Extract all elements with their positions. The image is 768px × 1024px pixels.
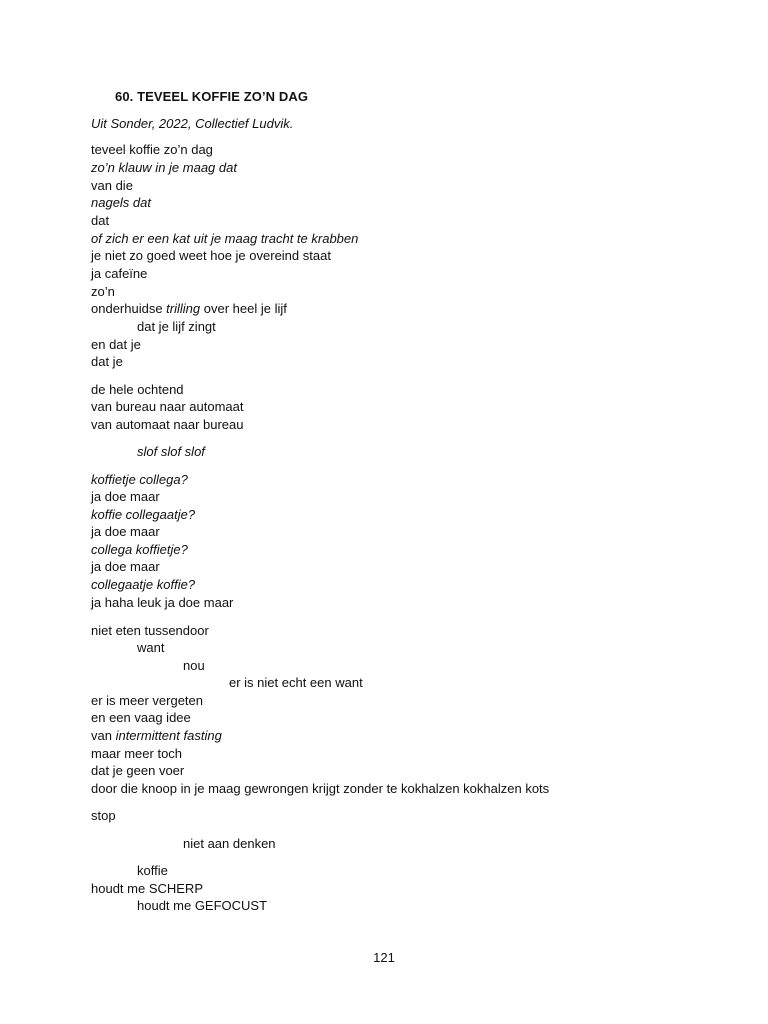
poem-line: teveel koffie zo’n dag	[91, 142, 213, 157]
poem-line: zo’n	[91, 284, 115, 299]
poem-line: dat je lijf zingt	[137, 319, 216, 334]
poem-source: Uit Sonder, 2022, Collectief Ludvik.	[91, 116, 294, 131]
poem-line-part: van	[91, 728, 116, 743]
poem-line: ja cafeïne	[91, 266, 148, 281]
poem-line: stop	[91, 808, 116, 823]
poem-line: houdt me SCHERP	[91, 881, 203, 896]
poem-line: ja doe maar	[91, 559, 160, 574]
poem-line: of zich er een kat uit je maag tracht te krabben	[91, 231, 359, 246]
poem-line: nagels dat	[91, 195, 151, 210]
poem-line: ja doe maar	[91, 524, 160, 539]
poem-line: er is niet echt een want	[229, 675, 363, 690]
poem-line: dat je geen voer	[91, 763, 185, 778]
poem-line: koffie	[137, 863, 168, 878]
poem-line: dat je	[91, 354, 123, 369]
poem-line: nou	[183, 658, 205, 673]
poem-line-part: over heel je lijf	[200, 301, 287, 316]
poem-title: 60. TEVEEL KOFFIE ZO’N DAG	[115, 89, 309, 104]
poem-line: dat	[91, 213, 110, 228]
poem-line: collegaatje koffie?	[91, 577, 196, 592]
poem-line: koffie collegaatje?	[91, 507, 196, 522]
poem-line-part-italic: trilling	[166, 301, 201, 316]
poem-line: slof slof slof	[137, 444, 205, 459]
poem-line: houdt me GEFOCUST	[137, 898, 268, 913]
poem-line: de hele ochtend	[91, 382, 184, 397]
poem-line-part-italic: intermittent fasting	[115, 728, 222, 743]
poem-line: collega koffietje?	[91, 542, 188, 557]
poem-line	[91, 728, 222, 744]
poem-line: maar meer toch	[91, 746, 183, 761]
poem-line: koffietje collega?	[91, 472, 188, 487]
poem-line: niet aan denken	[183, 836, 276, 851]
poem-line: er is meer vergeten	[91, 693, 203, 708]
poem-line: door die knoop in je maag gewrongen krijgt zonder te kokhalzen kokhalzen kots	[91, 781, 550, 796]
poem-line: niet eten tussendoor	[91, 623, 209, 638]
page-number: 121	[373, 950, 395, 965]
poem-line: van automaat naar bureau	[91, 417, 244, 432]
poem-line: want	[137, 640, 165, 655]
poem-line: en een vaag idee	[91, 710, 191, 725]
poem-line: ja haha leuk ja doe maar	[91, 595, 234, 610]
poem-line: ja doe maar	[91, 489, 160, 504]
poem-line: zo’n klauw in je maag dat	[91, 160, 237, 175]
poem-line	[91, 301, 287, 317]
poem-line: en dat je	[91, 337, 141, 352]
poem-line-part: onderhuidse	[91, 301, 167, 316]
poem-line: je niet zo goed weet hoe je overeind staat	[91, 248, 331, 263]
poem-line: van die	[91, 178, 133, 193]
poem-line: van bureau naar automaat	[91, 399, 244, 414]
